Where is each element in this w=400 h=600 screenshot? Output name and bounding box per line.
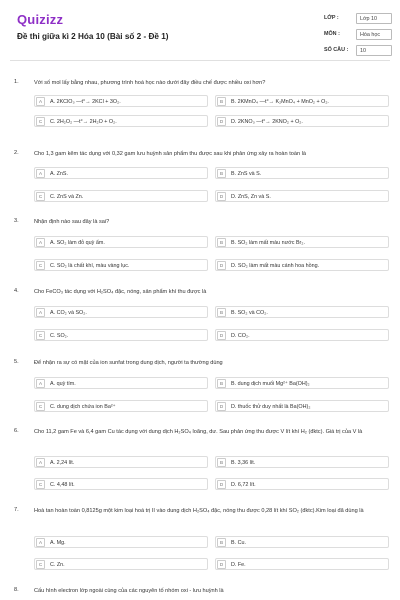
option-d[interactable] (215, 400, 389, 412)
option-c[interactable] (34, 329, 208, 341)
option-letter-badge: C (36, 261, 45, 270)
question-text: Để nhận ra sự có mặt của ion sunfat trong dung dịch, người ta thường dùng (34, 360, 223, 366)
question-text: Cấu hình electron lớp ngoài cùng của các nguyên tố nhóm oxi - lưu huỳnh là (34, 588, 224, 594)
option-b[interactable] (215, 456, 389, 468)
option-letter-badge: D (217, 117, 226, 126)
option-b[interactable] (215, 167, 389, 179)
question-number: 5. (14, 359, 19, 365)
option-text: A. Mg. (50, 540, 66, 546)
option-text: B. SO₂ làm mất màu nước Br₂. (231, 240, 305, 246)
option-letter-badge: A (36, 97, 45, 106)
page-title: Đề thi giữa kì 2 Hóa 10 (Bài số 2 - Đề 1) (17, 32, 169, 41)
option-letter-badge: D (217, 331, 226, 340)
option-text: D. SO₂ làm mất màu cánh hoa hồng. (231, 263, 320, 269)
question-number: 4. (14, 288, 19, 294)
option-text: A. SO₂ làm đỏ quỳ ẩm. (50, 240, 105, 246)
option-c[interactable] (34, 400, 208, 412)
option-letter-badge: D (217, 192, 226, 201)
option-letter-badge: A (36, 238, 45, 247)
option-a[interactable] (34, 306, 208, 318)
option-text: A. ZnS. (50, 171, 68, 177)
option-letter-badge: B (217, 538, 226, 547)
option-a[interactable] (34, 167, 208, 179)
option-text: B. 2KMnO₄ —t°→ K₂MnO₄ + MnO₂ + O₂. (231, 99, 329, 105)
option-text: D. thuốc thử duy nhất là Ba(OH)₂ (231, 404, 311, 410)
option-letter-badge: C (36, 402, 45, 411)
option-letter-badge: C (36, 480, 45, 489)
meta-grade-label: LỚP : (324, 15, 339, 21)
option-letter-badge: D (217, 480, 226, 489)
option-letter-badge: B (217, 169, 226, 178)
option-text: B. SO₂ và CO₂. (231, 310, 268, 316)
option-a[interactable] (34, 377, 208, 389)
option-text: B. ZnS và S. (231, 171, 262, 177)
option-text: C. SO₂ là chất khí, màu vàng lục. (50, 263, 130, 269)
meta-count-value: 10 (356, 45, 392, 56)
question-number: 6. (14, 428, 19, 434)
option-a[interactable] (34, 456, 208, 468)
option-text: C. Zn. (50, 562, 65, 568)
option-text: A. 2KClO₃ —t°→ 2KCl + 3O₂. (50, 99, 121, 105)
option-a[interactable] (34, 95, 208, 107)
question-number: 8. (14, 587, 19, 593)
option-text: A. 2,24 lít. (50, 460, 75, 466)
option-letter-badge: D (217, 261, 226, 270)
option-text: B. 3,36 lít. (231, 460, 256, 466)
option-d[interactable] (215, 558, 389, 570)
option-letter-badge: A (36, 308, 45, 317)
option-letter-badge: B (217, 379, 226, 388)
option-d[interactable] (215, 115, 389, 127)
question-text: Nhận định nào sau đây là sai? (34, 219, 110, 225)
option-a[interactable] (34, 536, 208, 548)
option-letter-badge: C (36, 117, 45, 126)
option-letter-badge: A (36, 458, 45, 467)
option-letter-badge: B (217, 238, 226, 247)
option-text: D. Fe. (231, 562, 246, 568)
question-text: Với số mol lấy bằng nhau, phương trình hoá học nào dưới đây điều chế được nhiều oxi hơn? (34, 80, 266, 86)
option-text: C. dung dịch chứa ion Ba²⁺ (50, 404, 116, 410)
question-number: 2. (14, 150, 19, 156)
option-text: C. SO₂. (50, 333, 69, 339)
option-c[interactable] (34, 259, 208, 271)
option-letter-badge: C (36, 331, 45, 340)
option-text: D. 2KNO₃ —t°→ 2KNO₂ + O₂. (231, 119, 303, 125)
option-letter-badge: A (36, 538, 45, 547)
option-letter-badge: C (36, 192, 45, 201)
option-letter-badge: B (217, 458, 226, 467)
meta-subject-label: MÔN : (324, 31, 340, 37)
question-number: 1. (14, 79, 19, 85)
option-text: D. 6,72 lít. (231, 482, 256, 488)
option-c[interactable] (34, 190, 208, 202)
question-number: 3. (14, 218, 19, 224)
option-letter-badge: A (36, 379, 45, 388)
question-text: Cho FeCO₃ tác dụng với H₂SO₄ đặc, nóng, sản phẩm khí thu được là (34, 289, 207, 295)
option-text: D. CO₂. (231, 333, 250, 339)
option-text: D. ZnS, Zn và S. (231, 194, 271, 200)
option-text: B. Cu. (231, 540, 246, 546)
option-text: A. quỳ tím. (50, 381, 76, 387)
option-c[interactable] (34, 478, 208, 490)
option-b[interactable] (215, 377, 389, 389)
option-c[interactable] (34, 115, 208, 127)
option-d[interactable] (215, 329, 389, 341)
option-a[interactable] (34, 236, 208, 248)
option-c[interactable] (34, 558, 208, 570)
header-divider (10, 60, 390, 61)
option-text: A. CO₂ và SO₂. (50, 310, 87, 316)
option-b[interactable] (215, 306, 389, 318)
question-text: Cho 11,2 gam Fe và 6,4 gam Cu tác dụng với dung dịch H₂SO₄ loãng, dư. Sau phản ứng thu được V lít khí H₂ (đktc). Giá trị của V là (34, 429, 363, 435)
option-letter-badge: C (36, 560, 45, 569)
option-letter-badge: B (217, 308, 226, 317)
option-letter-badge: A (36, 169, 45, 178)
quizizz-logo: Quizizz (17, 12, 64, 27)
meta-grade-value: Lớp 10 (356, 13, 392, 24)
option-text: B. dung dịch muối Mg²⁺ Ba(OH)₂ (231, 381, 310, 387)
question-number: 7. (14, 507, 19, 513)
option-text: C. ZnS và Zn. (50, 194, 84, 200)
option-letter-badge: B (217, 97, 226, 106)
meta-count-label: SỐ CÂU : (324, 47, 349, 53)
option-d[interactable] (215, 478, 389, 490)
option-d[interactable] (215, 190, 389, 202)
option-b[interactable] (215, 236, 389, 248)
option-b[interactable] (215, 95, 389, 107)
option-letter-badge: D (217, 402, 226, 411)
option-letter-badge: D (217, 560, 226, 569)
option-text: C. 4,48 lít. (50, 482, 75, 488)
option-text: C. 2H₂O₂ —t°→ 2H₂O + O₂. (50, 119, 117, 125)
question-text: Cho 1,3 gam kẽm tác dụng với 0,32 gam lưu huỳnh sản phẩm thu được sau khi phản ứng xảy ra hoàn toàn là (34, 151, 307, 157)
option-d[interactable] (215, 259, 389, 271)
option-b[interactable] (215, 536, 389, 548)
meta-subject-value: Hóa học (356, 29, 392, 40)
question-text: Hoà tan hoàn toàn 0,8125g một kim loại hoá trị II vào dung dịch H₂SO₄ đặc, nóng thu được 0,28 lít khí SO₂ (đktc).Kim loại đã dùng là (34, 508, 364, 514)
